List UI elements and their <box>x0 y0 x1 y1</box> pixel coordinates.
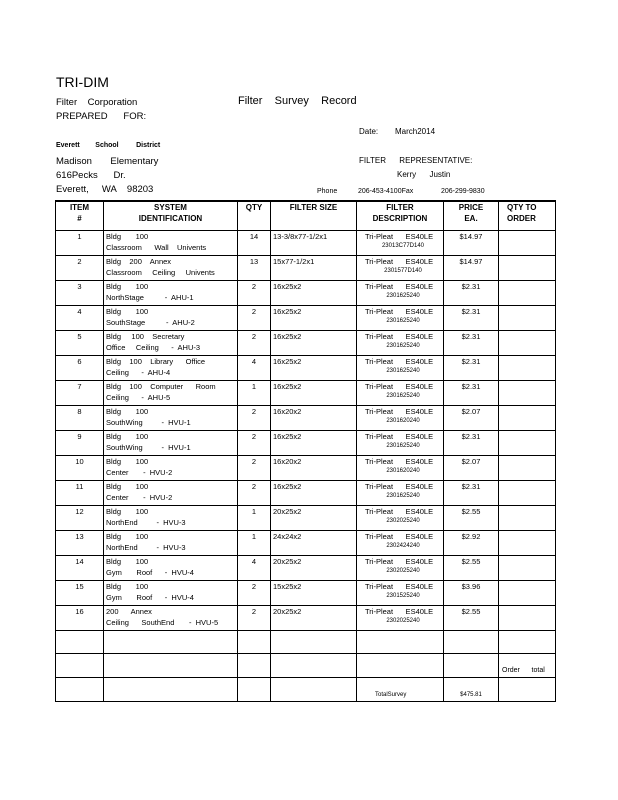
system-identification <box>104 531 238 556</box>
system-line2: Office Ceiling - AHU-3 <box>106 342 201 352</box>
system-line2: Center - HVU-2 <box>106 492 173 502</box>
system-line1: Bldg 100 Library Office <box>106 357 206 366</box>
filter-part-number: 2301625240 <box>386 342 420 349</box>
phone-label: Phone <box>317 188 338 195</box>
filter-type: Tri-Pleat ES40LE <box>365 282 434 291</box>
qty: 2 <box>238 456 271 481</box>
system-line1: Bldg 100 Computer Room <box>106 382 216 391</box>
price-each: $2.31 <box>444 481 499 506</box>
item-number: 10 <box>56 456 104 481</box>
price-each: $3.96 <box>444 581 499 606</box>
total-survey-label: TotalSurvey <box>375 692 407 698</box>
header-price: PRICE EA. <box>444 201 499 231</box>
price-each: $2.31 <box>444 281 499 306</box>
filter-part-number: 2301625240 <box>386 492 420 499</box>
qty-to-order <box>499 381 556 406</box>
table-header-row <box>56 201 556 231</box>
filter-description <box>357 581 444 606</box>
qty: 2 <box>238 481 271 506</box>
table-row <box>56 356 556 381</box>
qty: 4 <box>238 556 271 581</box>
company-title: TRI-DIM <box>56 74 109 90</box>
filter-size: 16x25x2 <box>271 306 357 331</box>
system-line1: Bldg 100 <box>106 432 149 441</box>
filter-size: 13-3/8x77-1/2x1 <box>271 231 357 256</box>
system-line2: NorthEnd - HVU-3 <box>106 542 186 552</box>
system-line2: Gym Roof - HVU-4 <box>106 592 194 602</box>
date-label: Date: <box>359 127 379 136</box>
table-row <box>56 581 556 606</box>
qty-to-order <box>499 456 556 481</box>
qty: 1 <box>238 381 271 406</box>
fax-value: 206-299-9830 <box>441 188 485 195</box>
filter-part-number: 2301577D140 <box>384 267 422 274</box>
system-identification <box>104 356 238 381</box>
item-number: 3 <box>56 281 104 306</box>
table-row-order-total <box>56 654 556 678</box>
filter-description <box>357 556 444 581</box>
price-each: $2.31 <box>444 381 499 406</box>
filter-size: 15x25x2 <box>271 581 357 606</box>
filter-size: 16x25x2 <box>271 481 357 506</box>
system-line2: Center - HVU-2 <box>106 467 173 477</box>
system-line1: Bldg 100 <box>106 282 149 291</box>
filter-part-number: 2301625240 <box>386 442 420 449</box>
system-line1: Bldg 100 <box>106 482 149 491</box>
table-row <box>56 456 556 481</box>
filter-part-number: 2301525240 <box>386 592 420 599</box>
table-row <box>56 406 556 431</box>
table-row <box>56 481 556 506</box>
customer-school: Madison Elementary <box>56 156 159 167</box>
system-identification <box>104 481 238 506</box>
qty-to-order <box>499 606 556 631</box>
system-identification <box>104 256 238 281</box>
filter-size: 16x25x2 <box>271 356 357 381</box>
qty: 13 <box>238 256 271 281</box>
price-each: $2.07 <box>444 406 499 431</box>
system-line2: Classroom Wall Univents <box>106 242 207 252</box>
system-identification <box>104 606 238 631</box>
price-each: $14.97 <box>444 231 499 256</box>
table-row <box>56 531 556 556</box>
system-identification <box>104 331 238 356</box>
filter-description <box>357 531 444 556</box>
filter-part-number: 2301620240 <box>386 467 420 474</box>
date-value: March2014 <box>395 127 436 136</box>
filter-part-number: 2302025240 <box>386 567 420 574</box>
system-line1: Bldg 100 <box>106 307 149 316</box>
system-line1: Bldg 100 <box>106 457 149 466</box>
qty: 2 <box>238 606 271 631</box>
system-identification <box>104 506 238 531</box>
filter-part-number: 2301625240 <box>386 367 420 374</box>
document-title: Filter Survey Record <box>238 95 357 107</box>
system-identification <box>104 231 238 256</box>
item-number: 13 <box>56 531 104 556</box>
table-row-total-survey <box>56 678 556 702</box>
item-number: 5 <box>56 331 104 356</box>
system-line1: Bldg 100 <box>106 532 149 541</box>
item-number: 4 <box>56 306 104 331</box>
filter-type: Tri-Pleat ES40LE <box>365 482 434 491</box>
rep-name: Kerry Justin <box>397 170 451 179</box>
customer-district: Everett School District <box>56 142 161 149</box>
system-line2: SouthWing - HVU-1 <box>106 417 191 427</box>
system-identification <box>104 306 238 331</box>
filter-type: Tri-Pleat ES40LE <box>365 507 434 516</box>
price-each: $2.92 <box>444 531 499 556</box>
filter-type: Tri-Pleat ES40LE <box>365 382 434 391</box>
qty-to-order <box>499 331 556 356</box>
filter-size: 16x25x2 <box>271 431 357 456</box>
filter-description <box>357 431 444 456</box>
system-identification <box>104 406 238 431</box>
header-filter-description: FILTER DESCRIPTION <box>357 201 444 231</box>
system-line2: Ceiling - AHU-4 <box>106 367 171 377</box>
company-name: Filter Corporation <box>56 97 138 108</box>
filter-size: 20x25x2 <box>271 506 357 531</box>
filter-description <box>357 306 444 331</box>
filter-type: Tri-Pleat ES40LE <box>365 457 434 466</box>
filter-description <box>357 381 444 406</box>
filter-size: 16x25x2 <box>271 281 357 306</box>
filter-size: 16x20x2 <box>271 456 357 481</box>
price-each: $2.31 <box>444 356 499 381</box>
phone-value: 206-453-4100Fax <box>358 188 414 195</box>
qty-to-order <box>499 581 556 606</box>
filter-size: 15x77-1/2x1 <box>271 256 357 281</box>
qty: 1 <box>238 531 271 556</box>
filter-size: 16x25x2 <box>271 381 357 406</box>
filter-part-number: 2301620240 <box>386 417 420 424</box>
filter-part-number: 23013C77D140 <box>381 242 425 249</box>
qty-to-order <box>499 231 556 256</box>
system-identification <box>104 456 238 481</box>
table-row <box>56 606 556 631</box>
price-each: $2.31 <box>444 331 499 356</box>
system-line1: Bldg 100 <box>106 232 149 241</box>
header-system: SYSTEM IDENTIFICATION <box>104 201 238 231</box>
filter-type: Tri-Pleat ES40LE <box>365 407 434 416</box>
qty-to-order <box>499 431 556 456</box>
qty-to-order <box>499 531 556 556</box>
system-line2: Ceiling - AHU-5 <box>106 392 171 402</box>
qty: 2 <box>238 331 271 356</box>
qty: 2 <box>238 306 271 331</box>
system-line1: Bldg 100 Secretary <box>106 332 185 341</box>
qty: 2 <box>238 431 271 456</box>
item-number: 6 <box>56 356 104 381</box>
filter-description <box>357 456 444 481</box>
filter-part-number: 2302025240 <box>386 517 420 524</box>
qty-to-order <box>499 356 556 381</box>
price-each: $2.55 <box>444 606 499 631</box>
qty: 2 <box>238 406 271 431</box>
price-each: $2.55 <box>444 506 499 531</box>
item-number: 14 <box>56 556 104 581</box>
item-number: 11 <box>56 481 104 506</box>
filter-part-number: 2302025240 <box>386 617 420 624</box>
qty-to-order <box>499 506 556 531</box>
filter-type: Tri-Pleat ES40LE <box>365 307 434 316</box>
qty: 14 <box>238 231 271 256</box>
filter-type: Tri-Pleat ES40LE <box>365 432 434 441</box>
price-each: $2.31 <box>444 431 499 456</box>
filter-type: Tri-Pleat ES40LE <box>365 257 434 266</box>
qty-to-order <box>499 481 556 506</box>
price-each: $14.97 <box>444 256 499 281</box>
header-qty-to-order: QTY TO ORDER <box>499 201 556 231</box>
filter-description <box>357 231 444 256</box>
system-line1: Bldg 200 Annex <box>106 257 172 266</box>
system-line2: SouthWing - HVU-1 <box>106 442 191 452</box>
qty-to-order <box>499 306 556 331</box>
filter-part-number: 2301625240 <box>386 317 420 324</box>
system-line1: Bldg 100 <box>106 507 149 516</box>
table-row <box>56 256 556 281</box>
filter-part-number: 2301625240 <box>386 392 420 399</box>
qty: 2 <box>238 581 271 606</box>
system-line2: Ceiling SouthEnd - HVU-5 <box>106 617 219 627</box>
filter-part-number: 2302424240 <box>386 542 420 549</box>
table-row <box>56 331 556 356</box>
filter-type: Tri-Pleat ES40LE <box>365 557 434 566</box>
system-identification <box>104 431 238 456</box>
item-number: 12 <box>56 506 104 531</box>
system-line1: Bldg 100 <box>106 557 149 566</box>
prepared-for-label: PREPARED FOR: <box>56 111 147 122</box>
table-row <box>56 231 556 256</box>
system-line1: 200 Annex <box>106 607 152 616</box>
qty-to-order <box>499 281 556 306</box>
item-number: 2 <box>56 256 104 281</box>
item-number: 9 <box>56 431 104 456</box>
filter-size: 20x25x2 <box>271 556 357 581</box>
filter-size: 24x24x2 <box>271 531 357 556</box>
qty-to-order <box>499 256 556 281</box>
qty: 1 <box>238 506 271 531</box>
filter-description <box>357 281 444 306</box>
qty-to-order <box>499 406 556 431</box>
filter-type: Tri-Pleat ES40LE <box>365 607 434 616</box>
system-identification <box>104 581 238 606</box>
qty: 2 <box>238 281 271 306</box>
system-line2: NorthEnd - HVU-3 <box>106 517 186 527</box>
header-qty: QTY <box>238 201 271 231</box>
price-each: $2.55 <box>444 556 499 581</box>
filter-description <box>357 406 444 431</box>
filter-description <box>357 356 444 381</box>
filter-type: Tri-Pleat ES40LE <box>365 232 434 241</box>
rep-label: FILTER REPRESENTATIVE: <box>359 156 473 165</box>
system-line2: Gym Roof - HVU-4 <box>106 567 194 577</box>
price-each: $2.07 <box>444 456 499 481</box>
system-identification <box>104 381 238 406</box>
filter-type: Tri-Pleat ES40LE <box>365 332 434 341</box>
filter-size: 16x20x2 <box>271 406 357 431</box>
filter-description <box>357 506 444 531</box>
filter-description <box>357 256 444 281</box>
system-line1: Bldg 100 <box>106 582 149 591</box>
filter-type: Tri-Pleat ES40LE <box>365 532 434 541</box>
item-number: 15 <box>56 581 104 606</box>
filter-description <box>357 331 444 356</box>
qty-to-order <box>499 556 556 581</box>
survey-table <box>55 200 556 702</box>
table-row <box>56 281 556 306</box>
system-line2: Classroom Ceiling Univents <box>106 267 215 277</box>
table-row <box>56 306 556 331</box>
table-row <box>56 556 556 581</box>
filter-size: 20x25x2 <box>271 606 357 631</box>
filter-type: Tri-Pleat ES40LE <box>365 582 434 591</box>
system-line2: NorthStage - AHU-1 <box>106 292 194 302</box>
item-number: 8 <box>56 406 104 431</box>
filter-part-number: 2301625240 <box>386 292 420 299</box>
filter-description <box>357 606 444 631</box>
item-number: 1 <box>56 231 104 256</box>
filter-size: 16x25x2 <box>271 331 357 356</box>
filter-description <box>357 481 444 506</box>
item-number: 16 <box>56 606 104 631</box>
item-number: 7 <box>56 381 104 406</box>
system-identification <box>104 281 238 306</box>
order-total-label: Order total <box>502 667 545 674</box>
header-item: ITEM # <box>56 201 104 231</box>
system-line1: Bldg 100 <box>106 407 149 416</box>
table-row <box>56 506 556 531</box>
table-row-blank <box>56 631 556 654</box>
system-identification <box>104 556 238 581</box>
total-survey-value: $475.81 <box>460 692 482 698</box>
header-filter-size: FILTER SIZE <box>271 201 357 231</box>
table-row <box>56 431 556 456</box>
customer-street: 616Pecks Dr. <box>56 170 126 181</box>
table-row <box>56 381 556 406</box>
qty: 4 <box>238 356 271 381</box>
customer-city: Everett, WA 98203 <box>56 184 154 195</box>
system-line2: SouthStage - AHU-2 <box>106 317 195 327</box>
filter-type: Tri-Pleat ES40LE <box>365 357 434 366</box>
price-each: $2.31 <box>444 306 499 331</box>
